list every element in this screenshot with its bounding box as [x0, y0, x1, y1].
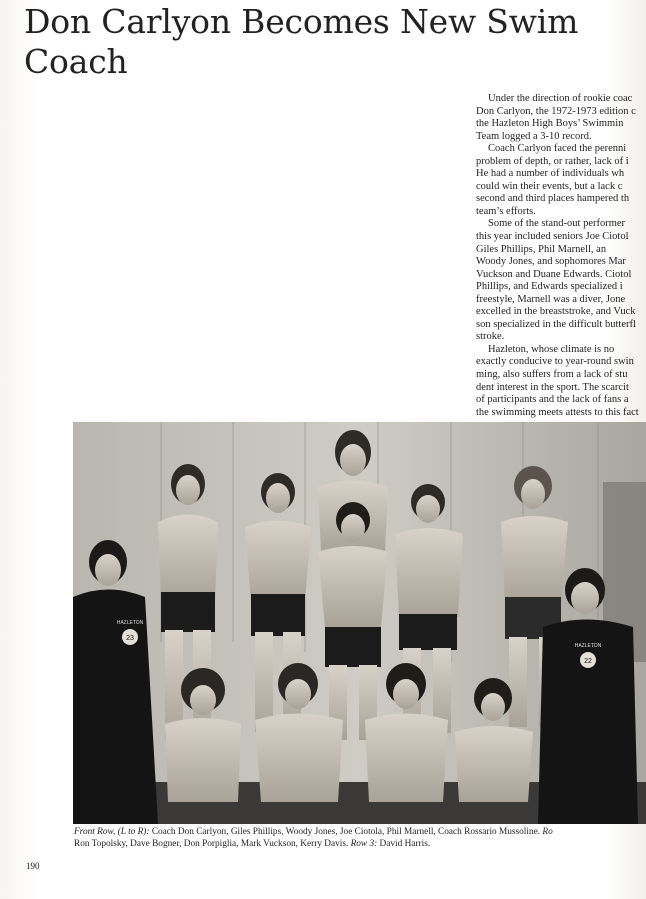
caption-line-2: [74, 839, 646, 851]
article-body: [476, 93, 646, 419]
jacket-number-right: 22: [584, 658, 592, 665]
article-line: Phillips, and Edwards specialized i: [476, 281, 623, 293]
article-line: the swimming meets attests to this fact: [476, 406, 639, 418]
article-paragraph-continued: [476, 356, 646, 419]
article-paragraph: [476, 218, 646, 231]
article-line: freestyle, Marnell was a diver, Jone: [476, 293, 626, 305]
article-line: of participants and the lack of fans a: [476, 394, 629, 406]
article-paragraph: [476, 93, 646, 106]
caption-row2-label: Ro: [542, 827, 553, 837]
caption-row3-label: Row 3:: [350, 838, 378, 849]
article-line: Giles Phillips, Phil Marnell, an: [476, 243, 607, 255]
article-line: exactly conducive to year-round swin: [476, 356, 634, 368]
headline-line-1: Don Carlyon Becomes New Swim: [24, 2, 579, 41]
article-line: Hazleton, whose climate is no: [488, 343, 615, 355]
caption-row1-names: Coach Don Carlyon, Giles Phillips, Woody Jones, Joe Ciotola, Phil Marnell, Coach Rossario Mussoline.: [149, 827, 543, 837]
photo-caption: [74, 827, 646, 850]
page-number: 190: [26, 861, 40, 871]
article-line: stroke.: [476, 331, 505, 343]
jacket-text-right: HAZLETON: [574, 643, 602, 649]
article-line: son specialized in the difficult butterfl: [476, 318, 636, 330]
caption-row3-names: David Harris.: [377, 838, 431, 849]
caption-row1-label: Front Row, (L to R):: [74, 827, 150, 837]
article-line: Under the direction of rookie coac: [488, 93, 633, 104]
article-line: Team logged a 3-10 record.: [476, 130, 592, 142]
caption-line-1: [74, 827, 646, 839]
caption-row2-names: Ron Topolsky, Dave Bogner, Don Porpiglia, Mark Vuckson, Kerry Davis.: [74, 838, 351, 849]
article-line: Some of the stand-out performer: [488, 218, 626, 230]
article-paragraph-continued: [476, 106, 646, 144]
article-line: this year included seniors Joe Ciotol: [476, 231, 629, 243]
article-paragraph: [476, 344, 646, 357]
article-line: could win their events, but a lack c: [476, 180, 623, 192]
article-paragraph: [476, 143, 646, 156]
article-line: excelled in the breaststroke, and Vuck: [476, 306, 636, 318]
article-line: team’s efforts.: [476, 205, 536, 217]
jacket-text-left: HAZLETON: [116, 620, 144, 626]
article-line: problem of depth, or rather, lack of i: [476, 155, 629, 167]
headline-line-2: Coach: [24, 42, 128, 81]
article-line: ming, also suffers from a lack of stu: [476, 369, 628, 381]
article-line: Coach Carlyon faced the perenni: [488, 143, 627, 155]
article-line: Woody Jones, and sophomores Mar: [476, 256, 626, 268]
team-photo: [73, 422, 646, 824]
article-line: dent interest in the sport. The scarcit: [476, 381, 629, 393]
team-photo-illustration: [73, 422, 646, 824]
headline: [24, 2, 634, 82]
article-paragraph-continued: [476, 156, 646, 219]
article-line: second and third places hampered th: [476, 193, 630, 205]
article-line: Don Carlyon, the 1972-1973 edition c: [476, 105, 636, 117]
article-line: Vuckson and Duane Edwards. Ciotol: [476, 268, 632, 280]
jacket-number-left: 23: [126, 635, 134, 642]
article-paragraph-continued: [476, 231, 646, 344]
article-line: the Hazleton High Boys’ Swimmin: [476, 118, 624, 130]
article-line: He had a number of individuals wh: [476, 168, 625, 180]
